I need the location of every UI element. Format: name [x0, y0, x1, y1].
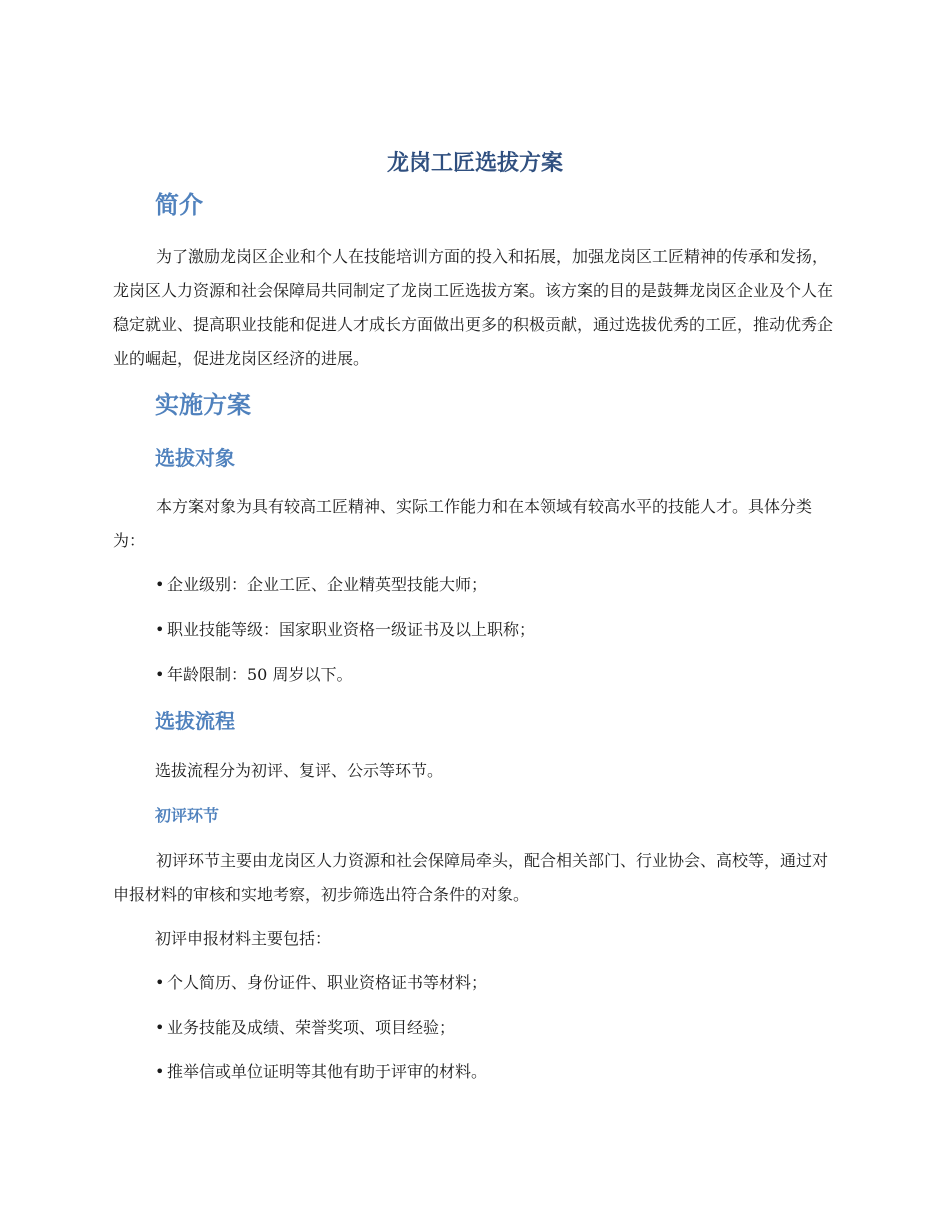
materials-intro: 初评申报材料主要包括：: [155, 929, 332, 948]
intro-paragraph: 为了激励龙岗区企业和个人在技能培训方面的投入和拓展，加强龙岗区工匠精神的传承和发扬，龙岗区人力资源和社会保障局共同制定了龙岗工匠选拔方案。该方案的目的是鼓舞龙岗区企业及个人在稳定就业、提高职业技能和促进人才成长方面做出更多的积极贡献，通过选拔优秀的工匠，推动优秀企业的崛起，促进龙岗区经济的进展。: [113, 247, 834, 368]
list-item: [155, 664, 352, 686]
bullet-mark: •: [155, 620, 165, 639]
list-item-text: 职业技能等级：国家职业资格一级证书及以上职称；: [167, 620, 536, 639]
bullet-mark: •: [155, 665, 165, 684]
list-item-text: 业务技能及成绩、荣誉奖项、项目经验；: [167, 1018, 456, 1037]
subsection-heading-targets: 选拔对象: [155, 446, 235, 470]
list-item: [155, 972, 487, 994]
process-text: 选拔流程分为初评、复评、公示等环节。: [155, 761, 444, 780]
list-item-text: 企业级别：企业工匠、企业精英型技能大师；: [167, 575, 488, 594]
bullet-mark: •: [155, 1018, 165, 1037]
initial-paragraph: 初评环节主要由龙岗区人力资源和社会保障局牵头，配合相关部门、行业协会、高校等，通过对申报材料的审核和实地考察，初步筛选出符合条件的对象。: [113, 851, 829, 904]
subsection-heading-process: 选拔流程: [155, 709, 235, 733]
section-heading-plan: 实施方案: [155, 391, 251, 419]
bullet-mark: •: [155, 973, 165, 992]
bullet-mark: •: [155, 1062, 165, 1081]
document-title: 龙岗工匠选拔方案: [386, 151, 563, 176]
list-item: [155, 1017, 455, 1039]
list-item-text: 推举信或单位证明等其他有助于评审的材料。: [167, 1062, 488, 1081]
subsubsection-heading-initial: 初评环节: [155, 806, 220, 825]
targets-paragraph: 本方案对象为具有较高工匠精神、实际工作能力和在本领域有较高水平的技能人才。具体分类为：: [113, 497, 813, 550]
bullet-mark: •: [155, 575, 165, 594]
list-item-text: 年龄限制：50 周岁以下。: [167, 665, 353, 684]
list-item: [155, 574, 487, 596]
list-item-text: 个人简历、身份证件、职业资格证书等材料；: [167, 973, 488, 992]
list-item: [155, 1061, 487, 1083]
section-heading-intro: 简介: [155, 191, 203, 219]
list-item: [155, 619, 535, 641]
